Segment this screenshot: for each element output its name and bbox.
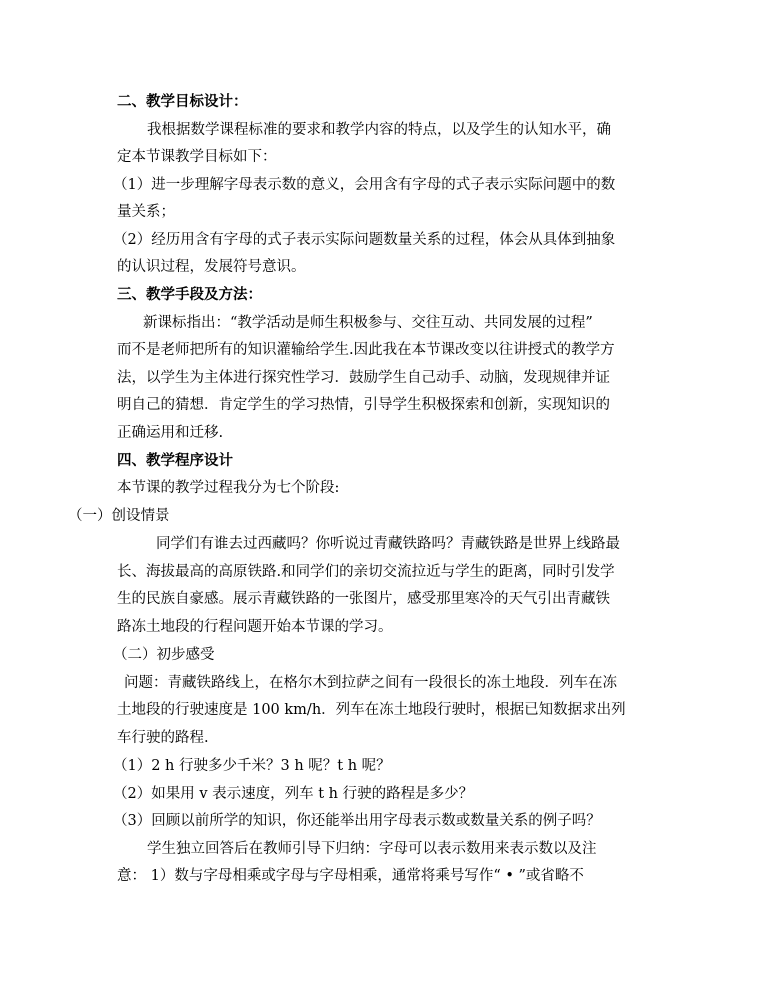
paragraph-line: 土地段的行驶速度是 100 km/h．列车在冻土地段行驶时，根据已知数据求出列	[117, 702, 626, 718]
stage-title-2: （二）初步感受	[113, 647, 215, 663]
paragraph-line: 我根据数学课程标准的要求和教学内容的特点，以及学生的认知水平，确	[147, 122, 611, 138]
paragraph-line: 正确运用和迁移.	[117, 425, 224, 441]
paragraph-line: 的认识过程，发展符号意识。	[117, 259, 306, 275]
section-heading-methods: 三、教学手段及方法：	[117, 286, 262, 303]
goal-item-1: （1）进一步理解字母表示数的意义，会用含有字母的式子表示实际问题中的数	[113, 177, 616, 193]
paragraph-line: 长、海拔最高的高原铁路.和同学们的亲切交流拉近与学生的距离，同时引发学	[117, 564, 615, 580]
question-item-3: （3）回顾以前所学的知识，你还能举出用字母表示数或数量关系的例子吗？	[113, 813, 601, 829]
question-item-2: （2）如果用 v 表示速度，列车 t h 行驶的路程是多少？	[113, 786, 474, 802]
section-heading-objectives: 二、教学目标设计：	[117, 93, 248, 110]
paragraph-line: 而不是老师把所有的知识灌输给学生.因此我在本节课改变以往讲授式的教学方	[117, 342, 615, 358]
paragraph-line: 量关系；	[117, 204, 175, 220]
paragraph-line: 本节课的教学过程我分为七个阶段:	[117, 480, 340, 496]
stage-title-1: （一）创设情景	[68, 508, 170, 524]
paragraph-line: 车行驶的路程.	[117, 730, 209, 746]
paragraph-line: 问题：青藏铁路线上，在格尔木到拉萨之间有一段很长的冻土地段．列车在冻	[124, 675, 617, 691]
paragraph-line: 新课标指出：“教学活动是师生积极参与、交往互动、共同发展的过程”	[143, 315, 593, 331]
paragraph-line: 生的民族自豪感。展示青藏铁路的一张图片，感受那里寒冷的天气引出青藏铁	[117, 591, 610, 607]
paragraph-line: 法，以学生为主体进行探究性学习．鼓励学生自己动手、动脑，发现规律并证	[117, 370, 610, 386]
paragraph-line: 同学们有谁去过西藏吗？你听说过青藏铁路吗？青藏铁路是世界上线路最	[156, 536, 620, 552]
paragraph-line: 明自己的猜想．肯定学生的学习热情，引导学生积极探索和创新，实现知识的	[117, 397, 610, 413]
section-heading-procedure: 四、教学程序设计	[117, 452, 233, 469]
paragraph-line: 路冻土地段的行程问题开始本节课的学习。	[117, 619, 393, 635]
question-item-1: （1）2 h 行驶多少千米？3 h 呢？t h 呢？	[113, 758, 391, 774]
goal-item-2: （2）经历用含有字母的式子表示实际问题数量关系的过程，体会从具体到抽象	[113, 232, 616, 248]
paragraph-line: 意： 1）数与字母相乘或字母与字母相乘，通常将乘号写作“ • ”或省略不	[117, 868, 584, 884]
paragraph-line: 学生独立回答后在教师引导下归纳：字母可以表示数用来表示数以及注	[147, 841, 597, 857]
paragraph-line: 定本节课教学目标如下：	[117, 149, 277, 165]
